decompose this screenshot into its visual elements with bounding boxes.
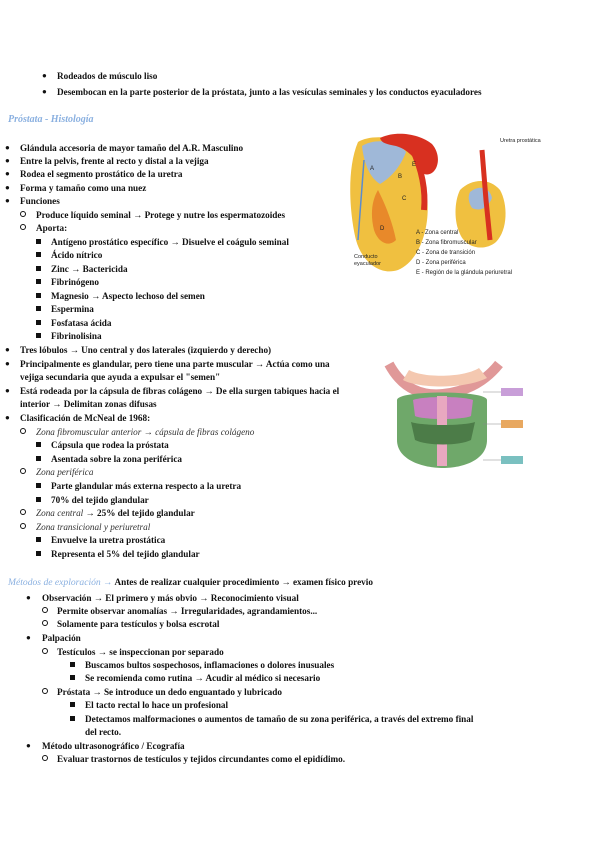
label-uretra: Uretra prostática xyxy=(500,138,541,144)
label-swatch xyxy=(501,388,523,396)
heading-text: Métodos de exploración xyxy=(8,577,101,588)
intro-text: Antes de realizar cualquier procedimiento → examen físico previo xyxy=(114,577,373,587)
text-line: Rodea el segmento prostático de la uretra xyxy=(20,169,183,179)
text-line: Tres lóbulos → Uno central y dos laterales (izquierdo y derecho) xyxy=(20,345,272,355)
text-line: Buscamos bultos sospechosos, inflamaciones o dolores inusuales xyxy=(85,660,335,670)
bullet-circle xyxy=(20,466,26,478)
text-line: Cápsula que rodea la próstata xyxy=(51,440,169,450)
text-line: El tacto rectal lo hace un profesional xyxy=(85,700,229,710)
text-line: Fosfatasa ácida xyxy=(51,318,112,328)
text-line: Representa el 5% del tejido glandular xyxy=(51,549,200,559)
text-line: Magnesio → Aspecto lechoso del semen xyxy=(51,291,205,301)
text-line: Se recomienda como rutina → Acudir al médico si necesario xyxy=(85,673,321,683)
bullet-circle xyxy=(20,426,26,438)
label-conducto: Conducto xyxy=(354,254,378,260)
legend-item: A - Zona central xyxy=(416,230,459,236)
bullet-circle xyxy=(20,209,26,221)
text-line: Funciones xyxy=(20,196,60,206)
bullet-square xyxy=(36,534,41,546)
prostate-zones-figure xyxy=(340,130,550,290)
bullet-square xyxy=(36,494,41,506)
text-line: Evaluar trastornos de testículos y tejidos circundantes como el epidídimo. xyxy=(57,754,346,764)
bullet-square xyxy=(36,263,41,275)
bullet-circle xyxy=(42,753,48,765)
bullet-square xyxy=(36,249,41,261)
bullet-square xyxy=(36,290,41,302)
bullet-dot: ● xyxy=(5,143,10,152)
bullet-square xyxy=(36,317,41,329)
text-line: Desembocan en la parte posterior de la próstata, junto a las vesículas seminales y los conductos eyaculadores xyxy=(57,87,482,97)
bullet-square xyxy=(70,659,75,671)
text-line: Clasificación de McNeal de 1968: xyxy=(20,413,151,423)
text-line: del recto. xyxy=(85,727,122,737)
bullet-square xyxy=(36,303,41,315)
bullet-square xyxy=(70,672,75,684)
text-line: Palpación xyxy=(42,633,81,643)
text-line: Detectamos malformaciones o aumentos de tamaño de su zona periférica, a través del extremo final xyxy=(85,714,474,724)
text-line: Rodeados de músculo liso xyxy=(57,71,158,81)
legend-item: B - Zona fibromuscular xyxy=(416,240,477,246)
bullet-dot: ● xyxy=(42,71,47,80)
transition-zone xyxy=(411,422,475,445)
text-line: Antígeno prostático específico → Disuelve el coágulo seminal xyxy=(51,237,289,247)
bullet-square xyxy=(36,480,41,492)
bullet-square xyxy=(36,453,41,465)
text-line: Glándula accesoria de mayor tamaño del A.R. Masculino xyxy=(20,143,244,153)
text-line: vejiga secundaria que ayuda a expulsar el "semen" xyxy=(20,372,221,382)
bullet-circle xyxy=(20,521,26,533)
bullet-square xyxy=(70,713,75,725)
legend-item: D - Zona periférica xyxy=(416,260,466,266)
text-line: 70% del tejido glandular xyxy=(51,495,149,505)
legend-item: E - Región de la glándula periuretral xyxy=(416,270,513,276)
text-line: Permite observar anomalías → Irregularidades, agrandamientos... xyxy=(57,606,318,616)
bullet-dot: ● xyxy=(5,156,10,165)
text-line: Testículos → se inspeccionan por separado xyxy=(57,647,224,657)
text-line: Forma y tamaño como una nuez xyxy=(20,183,147,193)
bullet-dot: ● xyxy=(5,345,10,354)
text-line: Zona fibromuscular anterior → cápsula de fibras colágeno xyxy=(36,427,255,437)
arrow: → xyxy=(100,577,115,587)
bullet-circle xyxy=(42,646,48,658)
bullet-square xyxy=(36,330,41,342)
text-line: Próstata → Se introduce un dedo enguantado y lubricado xyxy=(57,687,282,697)
text-line: Produce líquido seminal → Protege y nutre los espermatozoides xyxy=(36,210,286,220)
text-line: Fibrinolisina xyxy=(51,331,102,341)
bullet-dot: ● xyxy=(26,741,31,750)
text-line: Zona periférica xyxy=(36,467,94,477)
bullet-dot: ● xyxy=(5,386,10,395)
letter-d: D xyxy=(380,226,385,232)
text-line: Está rodeada por la cápsula de fibras colágeno → De ella surgen tabiques hacia el xyxy=(20,386,340,396)
bullet-dot: ● xyxy=(26,633,31,642)
bullet-circle xyxy=(20,507,26,519)
text-line: interior → Delimitan zonas difusas xyxy=(20,399,157,409)
letter-c: C xyxy=(402,196,407,202)
zone-name: Zona central xyxy=(36,508,84,518)
letter-b: B xyxy=(398,174,403,180)
bullet-circle xyxy=(20,222,26,234)
section-heading xyxy=(8,576,373,589)
text-line: Entre la pelvis, frente al recto y distal a la vejiga xyxy=(20,156,209,166)
label-swatch xyxy=(501,456,523,464)
zone-detail: → 25% del tejido glandular xyxy=(83,508,195,518)
section-heading: Próstata - Histología xyxy=(8,114,94,125)
bullet-square xyxy=(36,439,41,451)
prostate-histology-figure xyxy=(383,360,551,472)
text-line: Principalmente es glandular, pero tiene una parte muscular → Actúa como una xyxy=(20,359,330,369)
bullet-square xyxy=(36,236,41,248)
bullet-square xyxy=(70,699,75,711)
text-line: Fibrinógeno xyxy=(51,277,99,287)
label-swatch xyxy=(501,420,523,428)
text-line: Observación → El primero y más obvio → Reconocimiento visual xyxy=(42,593,299,603)
bullet-circle xyxy=(42,605,48,617)
bullet-square xyxy=(36,276,41,288)
bullet-circle xyxy=(42,686,48,698)
text-line: Parte glandular más externa respecto a la uretra xyxy=(51,481,242,491)
text-line: Zinc → Bactericida xyxy=(51,264,128,274)
bullet-dot: ● xyxy=(5,183,10,192)
text-line: Solamente para testículos y bolsa escrotal xyxy=(57,619,220,629)
text-line: Asentada sobre la zona periférica xyxy=(51,454,182,464)
bullet-square xyxy=(36,548,41,560)
text-line: Aporta: xyxy=(36,223,68,233)
text-line xyxy=(36,507,195,519)
text-line: Método ultrasonográfico / Ecografía xyxy=(42,741,185,751)
letter-e: E xyxy=(412,162,417,168)
legend-item: C - Zona de transición xyxy=(416,250,476,256)
text-line: Espermina xyxy=(51,304,94,314)
bullet-dot: ● xyxy=(5,413,10,422)
bullet-circle xyxy=(42,618,48,630)
bullet-dot: ● xyxy=(5,359,10,368)
text-line: Zona transicional y periuretral xyxy=(36,522,151,532)
text-line: Ácido nítrico xyxy=(51,250,103,260)
bullet-dot: ● xyxy=(5,196,10,205)
label-eyaculador: eyaculador xyxy=(354,261,381,267)
bullet-dot: ● xyxy=(42,87,47,96)
text-line: Envuelve la uretra prostática xyxy=(51,535,166,545)
bullet-dot: ● xyxy=(26,593,31,602)
letter-a: A xyxy=(370,166,375,172)
bullet-dot: ● xyxy=(5,169,10,178)
